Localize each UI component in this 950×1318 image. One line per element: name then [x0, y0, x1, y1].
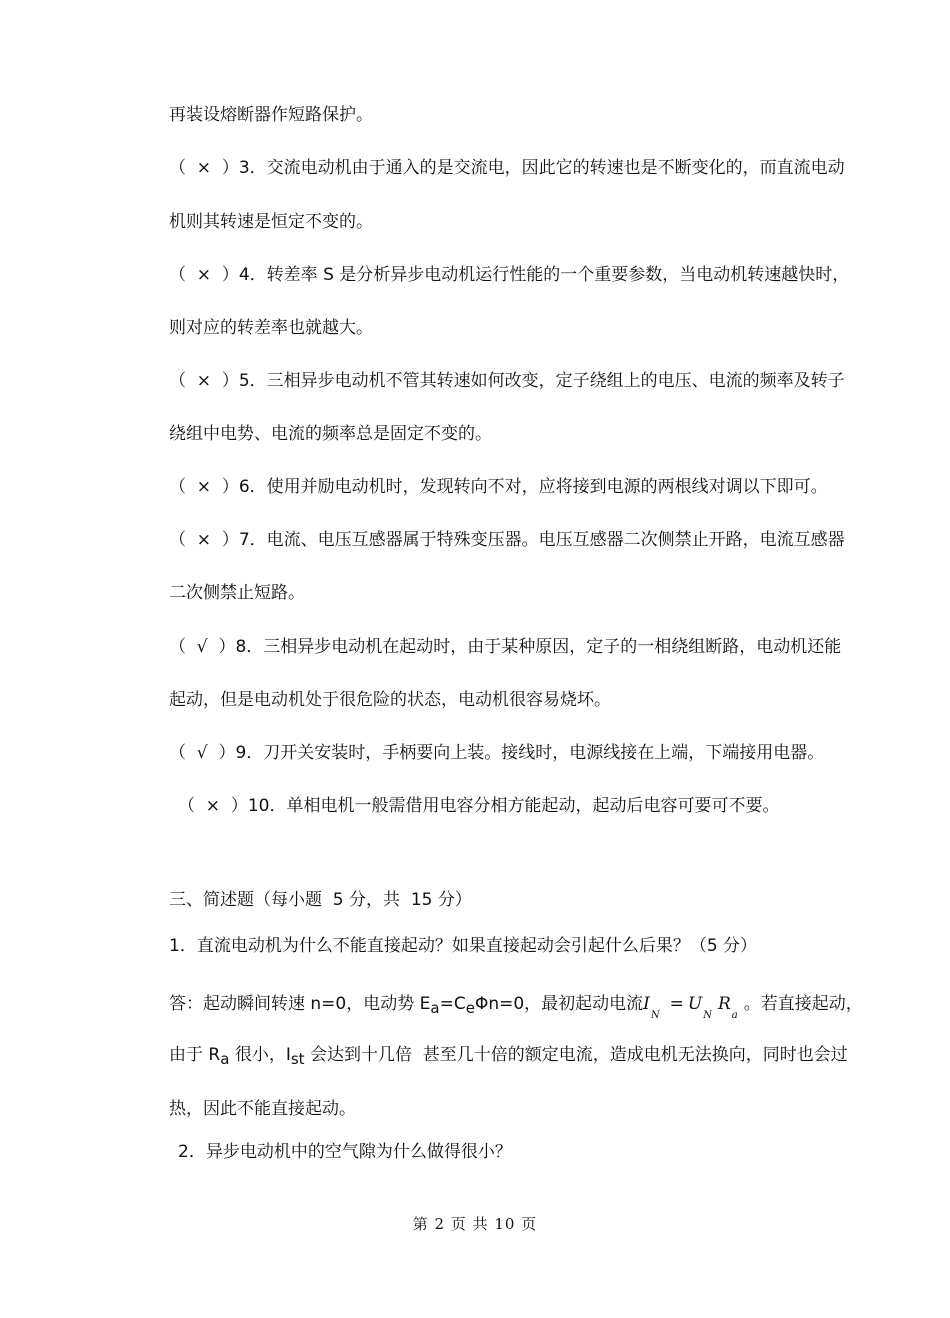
short-question-1: 1．直流电动机为什么不能直接起动？如果直接起动会引起什么后果？（5 分） — [169, 936, 758, 956]
judgment-item-9: （ √ ）9．刀开关安装时，手柄要向上装。接线时，电源线接在上端，下端接用电器。 — [169, 743, 825, 763]
judgment-item-4-cont: 则对应的转差率也就越大。 — [169, 318, 373, 338]
formula-subscript: N — [650, 1010, 660, 1021]
judgment-item-5: （ × ）5．三相异步电动机不管其转速如何改变，定子绕组上的电压、电流的频率及转子 — [169, 371, 845, 391]
subscript: st — [290, 1050, 305, 1068]
section-heading: 三、简述题（每小题 5 分，共 15 分） — [169, 890, 472, 910]
formula-subscript: N — [703, 1010, 712, 1021]
judgment-item-6: （ × ）6．使用并励电动机时，发现转向不对，应将接到电源的两根线对调以下即可。 — [169, 477, 828, 497]
judgment-item-7: （ × ）7．电流、电压互感器属于特殊变压器。电压互感器二次侧禁止开路，电流互感器 — [169, 530, 845, 550]
formula-symbol: R — [717, 994, 731, 1014]
answer-text: 很小，I — [229, 1045, 291, 1065]
text-line: 再装设熔断器作短路保护。 — [169, 105, 373, 125]
formula-equals: = — [669, 994, 684, 1014]
answer-text: Φn=0，最初起动电流 — [474, 994, 644, 1014]
formula-symbol: I — [643, 994, 650, 1014]
answer-text: =C — [439, 994, 466, 1014]
subscript: a — [220, 1050, 230, 1068]
answer-text: 答：起动瞬间转速 n=0，电动势 E — [169, 994, 431, 1014]
formula-subscript: a — [731, 1010, 738, 1021]
answer-line-2 — [169, 1043, 848, 1071]
formula-symbol: U — [687, 994, 703, 1014]
judgment-item-5-cont: 绕组中电势、电流的频率总是固定不变的。 — [169, 424, 492, 444]
page-footer: 第 2 页 共 10 页 — [412, 1215, 538, 1233]
answer-line-1 — [169, 992, 863, 1028]
judgment-item-10: （ × ）10．单相电机一般需借用电容分相方能起动，起动后电容可要可不要。 — [178, 796, 780, 816]
subscript: e — [465, 999, 475, 1017]
subscript: a — [430, 999, 440, 1017]
judgment-item-4: （ × ）4．转差率 S 是分析异步电动机运行性能的一个重要参数，当电动机转速越快时， — [169, 265, 850, 285]
short-question-2: 2．异步电动机中的空气隙为什么做得很小？ — [178, 1142, 512, 1162]
starting-current-formula — [643, 994, 744, 1021]
answer-text: 由于 R — [169, 1045, 221, 1065]
judgment-item-8: （ √ ）8．三相异步电动机在起动时，由于某种原因，定子的一相绕组断路，电动机还能 — [169, 637, 842, 657]
answer-text: 。若直接起动， — [743, 994, 863, 1014]
judgment-item-3-cont: 机则其转速是恒定不变的。 — [169, 212, 373, 232]
judgment-item-3: （ × ）3．交流电动机由于通入的是交流电，因此它的转速也是不断变化的，而直流电动 — [169, 158, 845, 178]
answer-text: 会达到十几倍 甚至几十倍的额定电流，造成电机无法换向，同时也会过 — [304, 1045, 848, 1065]
answer-line-3: 热，因此不能直接起动。 — [169, 1099, 356, 1119]
judgment-item-7-cont: 二次侧禁止短路。 — [169, 583, 305, 603]
judgment-item-8-cont: 起动，但是电动机处于很危险的状态，电动机很容易烧坏。 — [169, 690, 611, 710]
